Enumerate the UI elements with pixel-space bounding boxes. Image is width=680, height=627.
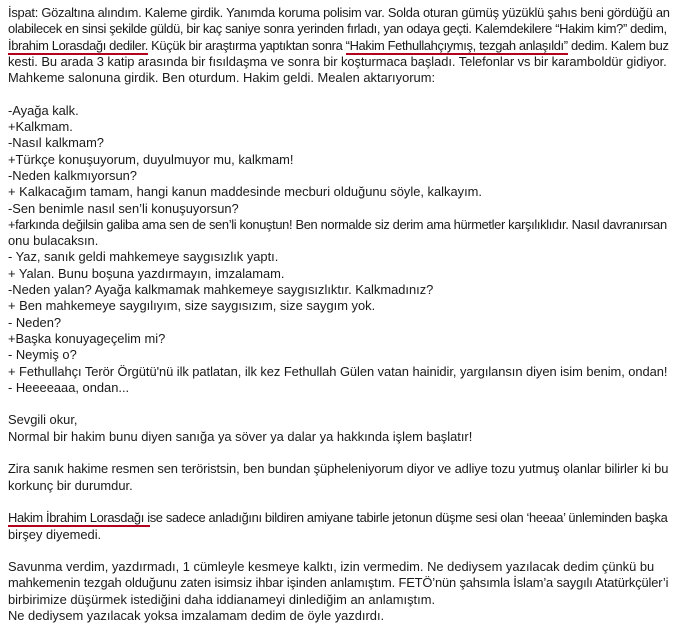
- text-line: Zira sanık hakime resmen sen teröristsin, ben bundan şüpheleniyorum diyor ve adliye tozu yutmuş olanlar bilirler ki bu: [8, 461, 669, 477]
- paragraph-gap: [8, 494, 672, 510]
- dialogue-line: -Ayağa kalk.: [8, 102, 79, 118]
- text-line: Ne dediysem yazılacak yoksa imzalamam dedim de öyle yazdırdı.: [8, 607, 385, 623]
- dialogue-line: -Neden yalan? Ayağa kalkmamak mahkemeye saygısızlıktır. Kalkmadınız?: [8, 282, 434, 298]
- text-line: olabilecek en sinsi şekilde güldü, bir kaç saniye sonra yerinden fırladı, yan odaya geçti. Kalemdekilere “Hakim kim?” dedim,: [8, 21, 667, 37]
- underlined-quote: “Hakim Fethullahçıymış, tezgah anlaşıldı”: [345, 37, 568, 53]
- document-body: [8, 5, 672, 624]
- paragraph-gap: [8, 445, 672, 461]
- reader-paragraph: [8, 412, 672, 445]
- text-fragment: Küçük bir araştırma yaptıktan sonra: [147, 37, 346, 53]
- dialogue-line: + Yalan. Bunu boşuna yazdırmayın, imzalamam.: [8, 265, 285, 281]
- text-fragment: dedim. Kalem buz: [567, 37, 669, 53]
- text-line: [8, 38, 672, 54]
- underlined-judge-name: Hakim İbrahim Lorasdağı i: [8, 510, 150, 526]
- text-line: birşey diyemedi.: [8, 526, 102, 542]
- text-line: Normal bir hakim bunu diyen sanığa ya söver ya dalar ya hakkında işlem başlatır!: [8, 428, 473, 444]
- paragraph-gap: [8, 86, 672, 102]
- paragraph-gap: [8, 543, 672, 559]
- text-line: korkunç bir durumdur.: [8, 477, 133, 493]
- text-line: birbirimize düşürmek istediğini daha iddianameyi dinlediğim an anlamıştım.: [8, 591, 436, 607]
- text-line: kesti. Bu arada 3 katip arasında bir fısıldaşma ve sonra bir koşturmaca başladı. Telefonlar vs bir karamboldür gidiyor.: [8, 53, 667, 69]
- intro-paragraph: [8, 5, 672, 86]
- dialogue-line: +Kalkmam.: [8, 119, 73, 135]
- text-line: İspat: Gözaltına alındım. Kaleme girdik. Yanımda koruma polisim var. Solda oturan gümüş yüzüklü şahıs beni gördüğü an: [8, 5, 670, 20]
- dialogue-line: -Neden kalkmıyorsun?: [8, 167, 137, 183]
- paragraph-gap: [8, 396, 672, 412]
- closing-paragraph: [8, 559, 672, 624]
- text-line: Mahkeme salonuna girdik. Ben oturdum. Hakim geldi. Mealen aktarıyorum:: [8, 70, 436, 86]
- text-line: [8, 510, 672, 526]
- text-fragment: se sadece anladığını bildiren amiyane tabirle jetonun düşme sesi olan ‘heeaa’ ünleminden başka: [149, 510, 668, 526]
- dialogue-line: - Yaz, sanık geldi mahkemeye saygısızlık yaptı.: [8, 249, 279, 265]
- dialogue-block: [8, 103, 672, 396]
- dialogue-line: -Nasıl kalkmam?: [8, 135, 104, 151]
- accused-paragraph: [8, 461, 672, 494]
- dialogue-line: - Neymiş o?: [8, 347, 77, 363]
- underlined-judge-name: İbrahim Lorasdağı dediler.: [8, 37, 148, 53]
- text-line: Sevgili okur,: [8, 412, 78, 428]
- text-line: mahkemenin tezgah olduğunu zaten isimsiz ihbar işinden anlamıştım. FETÖ’nün şahsımla İslam’a saygılı Atatürkçüler’i: [8, 575, 669, 591]
- dialogue-line: +farkında değilsin galiba ama sen de sen’li konuştun! Ben normalde siz derim ama hürmetler karşılıklıdır. Nasıl davranırsan: [8, 216, 667, 232]
- judge-paragraph: [8, 510, 672, 543]
- dialogue-line: + Fethullahçı Terör Örgütü'nü ilk patlatan, ilk kez Fethullah Gülen vatan hainidir, yargılansın diyen isim benim, ondan!: [8, 363, 668, 379]
- text-line: Savunma verdim, yazdırmadı, 1 cümleyle kesmeye kalktı, izin vermedim. Ne dediysem yazılacak dedim çünkü bu: [8, 559, 655, 575]
- dialogue-line: + Kalkacağım tamam, hangi kanun maddesinde mecburi olduğunu söyle, kalkayım.: [8, 184, 482, 200]
- dialogue-line: + Ben mahkemeye saygılıyım, size saygısızım, size saygım yok.: [8, 298, 376, 314]
- dialogue-line: +Türkçe konuşuyorum, duyulmuyor mu, kalkmam!: [8, 151, 294, 167]
- dialogue-line: - Heeeeaaa, ondan...: [8, 379, 130, 395]
- dialogue-line: -Sen benimle nasıl sen’li konuşuyorsun?: [8, 200, 239, 216]
- dialogue-line: onu bulacaksın.: [8, 233, 99, 249]
- dialogue-line: - Neden?: [8, 314, 62, 330]
- dialogue-line: +Başka konuyageçelim mi?: [8, 330, 166, 346]
